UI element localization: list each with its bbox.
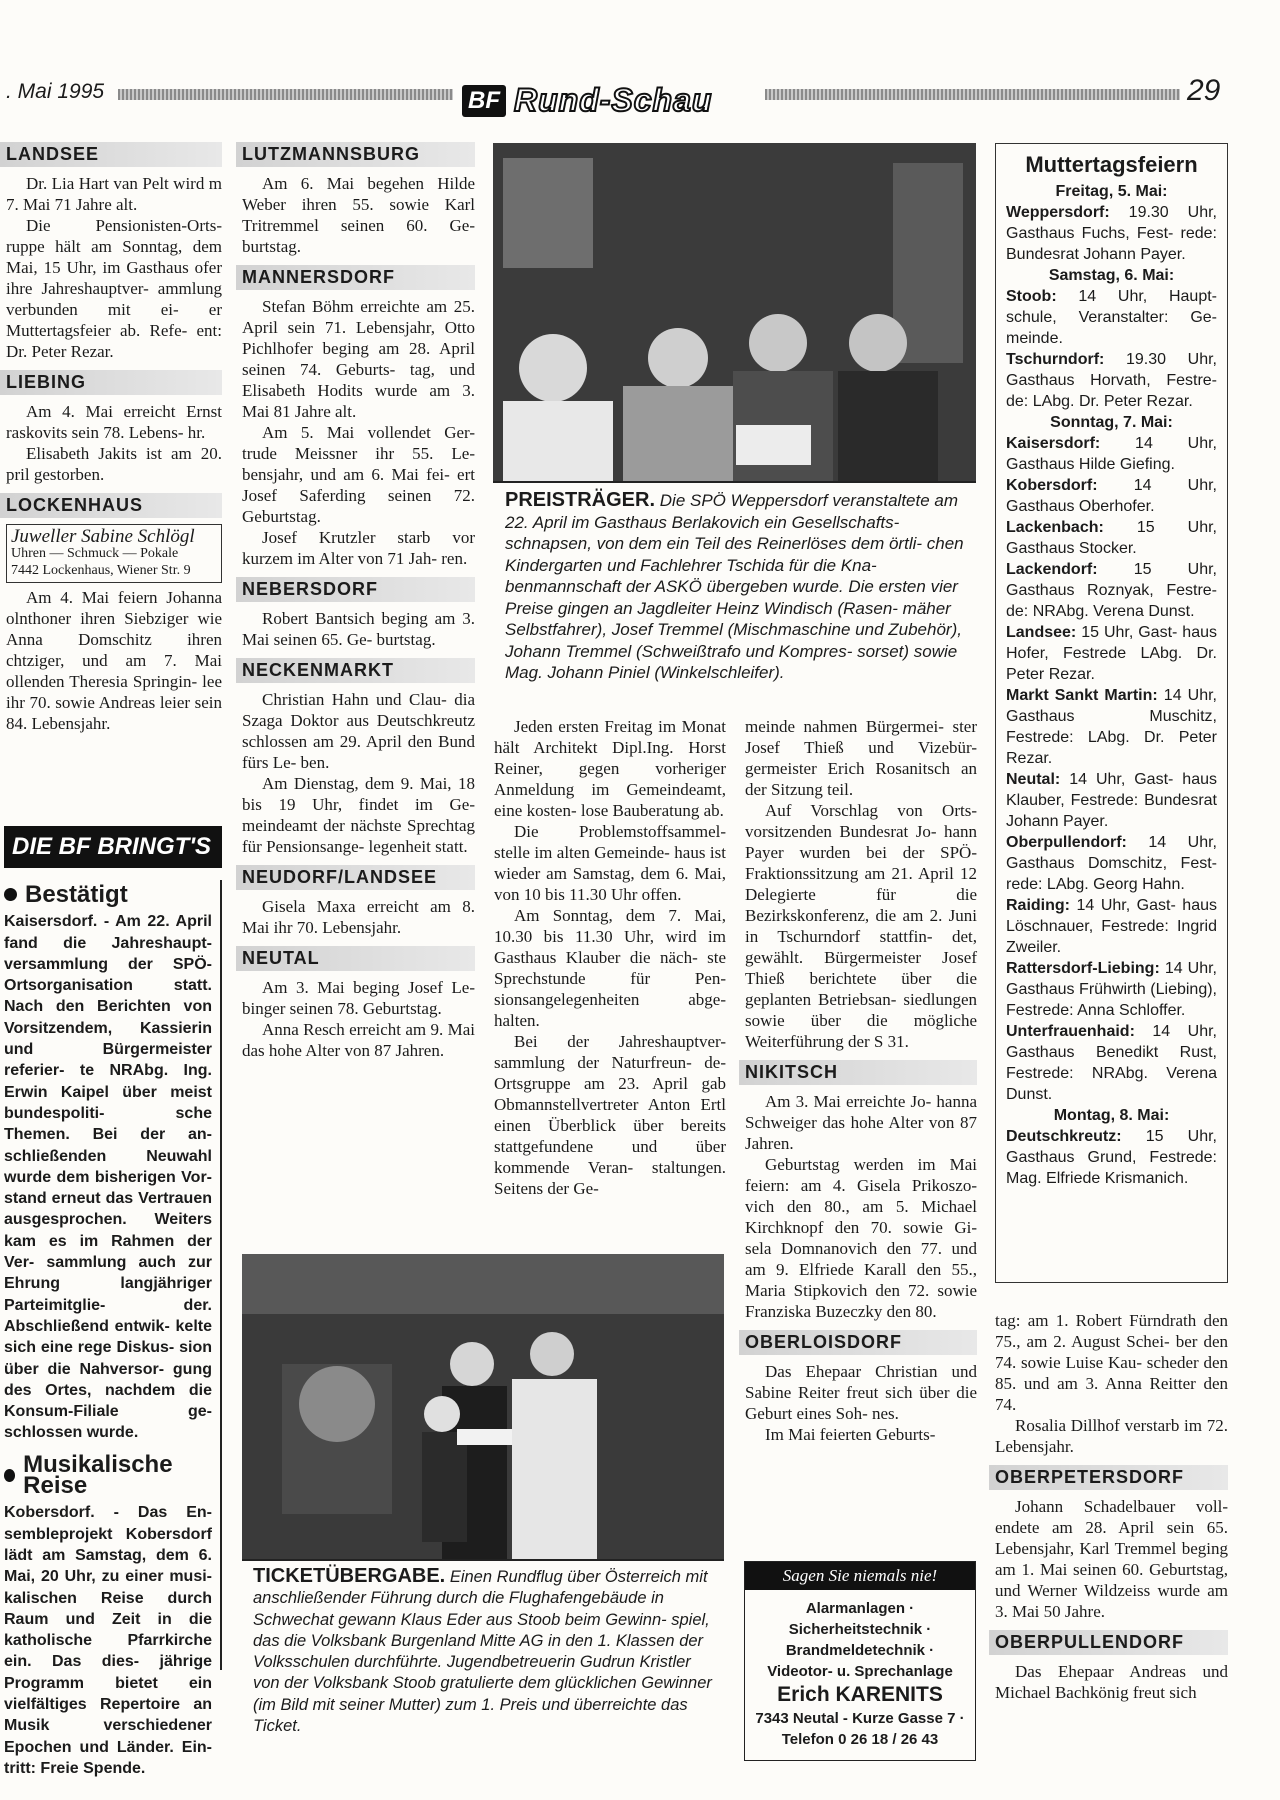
event-details: 15 Uhr, Gasthaus Roznyak, Festre- de: NRAbg. Verena Dunst. [1006,561,1217,620]
event-details: 14 Uhr, Gasthaus Frühwirth (Liebing), Festrede: Anna Schloffer. [1006,960,1217,1019]
page-number: 29 [1187,74,1221,107]
event-entry [1006,349,1217,412]
article-paragraph: meinde nahmen Bürgermei- ster Josef Thieß und Vizebür- germeister Erich Rosanitsch an der Sitzung teil. [745,717,977,799]
issue-date: . Mai 1995 [6,80,105,103]
box-title: Muttertagsfeiern [1025,152,1198,177]
section-heading: NECKENMARKT [236,658,475,683]
ad-line: Sicherheitstechnik · [788,1621,932,1638]
karenits-ad [744,1561,976,1761]
bf-bringts-column [4,880,212,1779]
event-entry [1006,958,1217,1021]
event-place: Oberpullendorf: [1006,834,1127,851]
article-paragraph: Am 3. Mai beging Josef Le- binger seinen 78. Geburtstag. [242,978,475,1018]
article-paragraph: Christian Hahn und Clau- dia Szaga Doktor aus Deutschkreutz schlossen am 29. April den Bund fürs Le- ben. [242,690,475,772]
article-paragraph: Gisela Maxa erreicht am 8. Mai ihr 70. Lebensjahr. [242,897,475,937]
caption-title: TICKETÜBERGABE. [253,1565,446,1587]
article-paragraph: Josef Krutzler starb vor kurzem im Alter von 71 Jah- ren. [242,528,475,568]
event-day: Sonntag, 7. Mai: [1050,414,1173,431]
bullet-icon [4,888,17,901]
event-entry [1006,433,1217,475]
section-heading: NEUDORF/LANDSEE [236,865,475,890]
ad-line: Videotor- u. Sprechanlage [767,1663,953,1680]
event-place: Rattersdorf-Liebing: [1006,960,1160,977]
article-paragraph: Am 4. Mai erreicht Ernst raskovits sein 78. Lebens- hr. [6,402,222,442]
article-paragraph: Die Problemstoffsammel- stelle im alten Gemeinde- haus ist wieder am Samstag, dem 6. Mai, von 10 bis 11.30 Uhr offen. [494,822,726,904]
mothers-day-list [1006,181,1217,1189]
column-5 [995,1310,1228,1703]
mothers-day-box [995,143,1228,1283]
event-entry [1006,286,1217,349]
event-day: Montag, 8. Mai: [1053,1107,1170,1124]
logo-bf-mark: BF [462,85,506,117]
news-heading [4,1450,212,1500]
news-text: Kobersdorf. - Das En- sembleprojekt Kobersdorf lädt am Samstag, dem 6. Mai, 20 Uhr, zu einer musi- kalischen Reise durch Raum und Zeit in die katholische Pfarrkirche ein. Das dies- jährige Programm bietet ein vielfältiges Repertoire an Musik verschiedener Epochen und Länder. Ein- tritt: Freie Spende. [4,1504,212,1777]
event-details: 15 Uhr, Gast- haus Hofer, Festrede LAbg. Dr. Peter Rezar. [1006,624,1217,683]
caption-rule [493,481,976,483]
header-rule-left [118,89,453,100]
section-heading: LOCKENHAUS [0,493,222,518]
event-place: Kaisersdorf: [1006,435,1101,452]
column-2 [242,142,475,1061]
masthead-logo [462,82,712,119]
event-details: 14 Uhr, Gasthaus Muschitz, Festrede: LAbg. Dr. Peter Rezar. [1006,687,1217,767]
event-entry [1006,832,1217,895]
article-paragraph: Geburtstag werden im Mai feiern: am 4. Gisela Prikoszo- vich den 80., am 5. Michael Kirchknopf den 70. sowie Gi- sela Domnanovich den 77. und am 9. Elfriede Karall den 55., Maria Stipkovich den 72. sowie Franziska Buzeczky den 80. [745,1155,977,1321]
event-entry [1006,517,1217,559]
article-paragraph: Dr. Lia Hart van Pelt wird m 7. Mai 71 Jahre alt. [6,174,222,214]
event-details: 14 Uhr, Gasthaus Hilde Giefing. [1006,435,1217,473]
event-entry [1006,202,1217,265]
section-heading: LANDSEE [0,142,222,167]
caption-rule [242,1559,724,1561]
ad-line: 7442 Lockenhaus, Wiener Str. 9 [11,563,191,578]
event-details: 19.30 Uhr, Gasthaus Horvath, Festre- de: LAbg. Dr. Peter Rezar. [1006,351,1217,410]
ad-line: Uhren — Schmuck — Pokale [11,546,179,561]
event-place: Weppersdorf: [1006,204,1110,221]
article-paragraph: Stefan Böhm erreichte am 25. April sein 71. Lebensjahr, Otto Pichlhofer beging am 28. April seinen 74. Geburts- tag, und Elisabeth Hodits wurde am 3. Mai 81 Jahre alt. [242,297,475,421]
caption-text: Einen Rundflug über Österreich mit anschließender Führung durch die Flughafengebäude in Schwechat gewann Klaus Eder aus Stoob beim Gewinn- spiel, das die Volksbank Burgenland Mitte AG in den 1. Klassen der Volksschulen durchführte. Jugendbetreuerin Gudrun Kristler von der Volksbank Stoob gratulierte dem glücklichen Gewinner (im Bild mit seiner Mutter) zum 1. Preis und überreichte das Ticket. [253,1568,712,1736]
news-text: Kaisersdorf. - Am 22. April fand die Jahreshaupt- versammlung der SPÖ- Ortsorganisation statt. Nach den Berichten von Vorsitzendem, Kassierin und Bürgermeister referier- te NRAbg. Ing. Erwin Kaipel über meist bundespoliti- sche Themen. Bei der an- schließenden Neuwahl wurde dem bisherigen Vor- stand erneut das Vertrauen ausgesprochen. Weiters kam es im Rahmen der Ver- sammlung auch zur Ehrung langjähriger Parteimitglie- der. Abschließend entwik- kelte sich eine rege Diskus- sion über die Nahversor- gung des Ortes, nachdem die Konsum-Filiale ge- schlossen wurde. [4,913,212,1442]
section-heading: NEUTAL [236,946,475,971]
ad-address: 7343 Neutal - Kurze Gasse 7 · [755,1710,965,1727]
column-4 [745,716,977,1445]
article-paragraph: Das Ehepaar Christian und Sabine Reiter freut sich über die Geburt eines Soh- nes. [745,1362,977,1423]
news-heading-text: Musikalische Reise [23,1450,173,1500]
header-rule-right [765,89,1180,100]
section-heading: OBERPULLENDORF [989,1630,1228,1655]
column-1 [6,142,222,734]
news-heading-text: Bestätigt [25,881,128,908]
article-paragraph: Am Dienstag, dem 9. Mai, 18 bis 19 Uhr, findet im Ge- meindeamt der nächste Sprechtag für Pensionsange- legenheit statt. [242,774,475,856]
article-paragraph: Am Sonntag, dem 7. Mai, 10.30 bis 11.30 Uhr, wird im Gasthaus Klauber die näch- ste Sprechstunde für Pen- sionsangelegenheiten abge- halten. [494,906,726,1030]
ad-phone: Telefon 0 26 18 / 26 43 [781,1731,939,1748]
event-place: Deutschkreutz: [1006,1128,1122,1145]
caption-text: Die SPÖ Weppersdorf veranstaltete am 22. April im Gasthaus Berlakovich ein Gesellschafts- schnapsen, von dem ein Teil des Reinerlöses dem örtli- chen Kindergarten und Fachlehrer Tschida für die Kna- benmannschaft der ASKÖ übergeben wurde. Die ersten vier Preise gingen an Jagdleiter Heinz Windisch (Rasen- mäher Selbstfahrer), Josef Tremmel (Mischmaschine und Zubehör), Johann Tremmel (Schweißtrafo und Kompres- sorset) sowie Mag. Johann Piniel (Winkelschleifer). [505,491,964,682]
event-details: 15 Uhr, Gasthaus Stocker. [1006,519,1217,557]
event-entry [1006,1126,1217,1189]
article-paragraph: Elisabeth Jakits ist am 20. pril gestorben. [6,444,222,484]
event-details: 14 Uhr, Gasthaus Domschitz, Fest- rede: LAbg. Georg Hahn. [1006,834,1217,893]
ad-signature: Juweller Sabine Schlögl [11,526,195,547]
event-details: 15 Uhr, Gasthaus Grund, Festrede: Mag. Elfriede Krismanich. [1006,1128,1217,1187]
event-day: Freitag, 5. Mai: [1055,183,1168,200]
event-entry [1006,685,1217,769]
ad-slogan: Sagen Sie niemals nie! [745,1562,975,1590]
bf-bringts-banner: DIE BF BRINGT'S [4,826,222,868]
event-entry [1006,1021,1217,1105]
event-details: 14 Uhr, Gasthaus Benedikt Rust, Festrede: NRAbg. Verena Dunst. [1006,1023,1217,1103]
bullet-icon [4,1469,15,1482]
article-paragraph: Die Pensionisten-Orts- ruppe hält am Sonntag, dem Mai, 15 Uhr, im Gasthaus ofer ihre Jahreshauptver- ammlung verbunden mit ei- er Muttertagsfeier ab. Refe- ent: Dr. Peter Rezar. [6,216,222,361]
prize-winners-photo [493,143,976,481]
event-place: Landsee: [1006,624,1077,641]
jeweller-ad [6,524,222,583]
article-paragraph: tag: am 1. Robert Fürndrath den 75., am 2. August Schei- ber den 74. sowie Luise Kau- scheder den 85. und am 3. Anna Reitter den 74. [995,1311,1228,1414]
event-entry [1006,559,1217,622]
event-place: Unterfrauenhaid: [1006,1023,1135,1040]
event-entry [1006,769,1217,832]
event-details: 14 Uhr, Gast- haus Klauber, Festrede: Bundesrat Johann Payer. [1006,771,1217,830]
article-paragraph: Am 4. Mai feiern Johanna olnthoner ihren Siebziger wie Anna Domschitz ihren chtziger, und am 7. Mai ollenden Theresia Springin- lee ihr 70. sowie Andreas leier sein 84. Lebensjahr. [6,588,222,733]
event-day: Samstag, 6. Mai: [1048,267,1175,284]
article-paragraph: Rosalia Dillhof verstarb im 72. Lebensjahr. [995,1416,1228,1456]
event-place: Markt Sankt Martin: [1006,687,1158,704]
event-entry [1006,622,1217,685]
ad-company-name: Erich KARENITS [777,1683,943,1706]
ad-line: Alarmanlagen · [805,1600,915,1617]
section-heading: OBERLOISDORF [739,1330,977,1355]
article-paragraph: Bei der Jahreshauptver- sammlung der Naturfreun- de-Ortsgruppe am 23. April gab Obmannstellvertreter Anton Ertl einen Überblick über bereits stattgefundene und über kommende Veran- staltungen. Seitens der Ge- [494,1032,726,1198]
article-paragraph: Am 5. Mai vollendet Ger- trude Meissner ihr 55. Le- bensjahr, und am 6. Mai fei- ert Josef Saferding seinen 72. Geburtstag. [242,423,475,526]
event-place: Kobersdorf: [1006,477,1098,494]
article-paragraph: Auf Vorschlag von Orts- vorsitzenden Bundesrat Jo- hann Payer wurden bei der SPÖ-Fraktionssitzung am 21. April 12 Delegierte für die Bezirkskonferenz, die am 2. Juni in Tschurndorf stattfin- det, gewählt. Bürgermeister Josef Thieß berichtete über die geplanten Betriebsan- siedlungen sowie über die mögliche Weiterführung der S 31. [745,801,977,1051]
article-paragraph: Jeden ersten Freitag im Monat hält Architekt Dipl.Ing. Horst Reiner, gegen vorheriger Anmeldung im Gemeindeamt, eine kosten- lose Bauberatung ab. [494,717,726,820]
event-place: Raiding: [1006,897,1070,914]
section-heading: NIKITSCH [739,1060,977,1085]
column-3 [494,716,726,1199]
event-place: Stoob: [1006,288,1057,305]
event-place: Tschurndorf: [1006,351,1105,368]
article-paragraph: Am 3. Mai erreichte Jo- hanna Schweiger das hohe Alter von 87 Jahren. [745,1092,977,1153]
event-details: 19.30 Uhr, Gasthaus Fuchs, Fest- rede: Bundesrat Johann Payer. [1006,204,1217,263]
prize-winners-caption [505,490,967,684]
ticket-handover-caption [253,1566,718,1737]
photo-illustration [242,1254,724,1559]
section-heading: LIEBING [0,370,222,395]
event-details: 14 Uhr, Haupt- schule, Veranstalter: Ge- meinde. [1006,288,1217,347]
event-entry [1006,895,1217,958]
event-entry [1006,475,1217,517]
section-heading: NEBERSDORF [236,577,475,602]
photo-illustration [493,143,976,481]
article-paragraph: Robert Bantsich beging am 3. Mai seinen 65. Ge- burtstag. [242,609,475,649]
article-paragraph: Das Ehepaar Andreas und Michael Bachkönig freut sich [995,1662,1228,1702]
ticket-handover-photo [242,1254,724,1559]
ad-line: Brandmeldetechnik · [785,1642,935,1659]
column-rule [220,880,222,1670]
event-place: Lackenbach: [1006,519,1104,536]
article-paragraph: Anna Resch erreicht am 9. Mai das hohe Alter von 87 Jahren. [242,1020,475,1060]
logo-wordmark: Rund-Schau [514,82,713,118]
news-heading [4,881,212,908]
event-details: 14 Uhr, Gasthaus Oberhofer. [1006,477,1217,515]
event-details: 14 Uhr, Gast- haus Löschnauer, Festrede: Ingrid Zweiler. [1006,897,1217,956]
article-paragraph: Johann Schadelbauer voll- endete am 28. April sein 65. Lebensjahr, Karl Tremmel beging am 1. Mai seinen 60. Geburtstag, und Werner Wildzeiss wurde am 3. Mai 50 Jahre. [995,1497,1228,1621]
event-place: Lackendorf: [1006,561,1098,578]
event-place: Neutal: [1006,771,1061,788]
article-paragraph: Im Mai feierten Geburts- [765,1425,936,1444]
article-paragraph: Am 6. Mai begehen Hilde Weber ihren 55. sowie Karl Tritremmel seinen 60. Ge- burtstag. [242,174,475,256]
section-heading: OBERPETERSDORF [989,1465,1228,1490]
section-heading: MANNERSDORF [236,265,475,290]
section-heading: LUTZMANNSBURG [236,142,475,167]
caption-title: PREISTRÄGER. [505,489,656,511]
